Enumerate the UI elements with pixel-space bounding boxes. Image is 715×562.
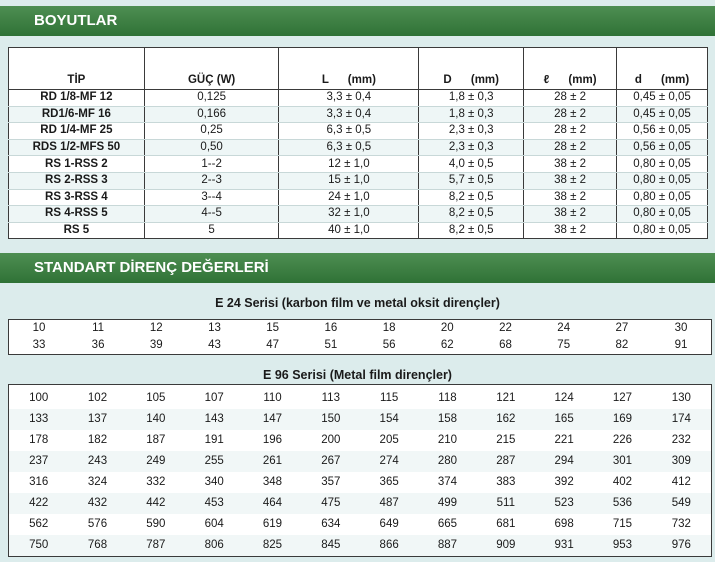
e96-value: 324 — [87, 476, 108, 488]
e96-value: 200 — [321, 434, 341, 446]
e96-table — [8, 384, 712, 557]
e96-value: 909 — [477, 535, 535, 557]
cell-D: 8,2 ± 0,5 — [419, 206, 524, 223]
e96-value: 243 — [68, 451, 126, 472]
e96-value: 732 — [671, 518, 691, 530]
e24-value: 22 — [499, 322, 512, 334]
e96-value: 100 — [29, 392, 49, 404]
e24-value: 27 — [615, 322, 629, 334]
e96-value: 121 — [496, 392, 516, 404]
e96-value: 174 — [652, 409, 712, 430]
cell-D: 2,3 ± 0,3 — [419, 123, 524, 140]
e96-value: 133 — [9, 409, 69, 430]
dimensions-row — [9, 172, 708, 189]
e96-value: 196 — [262, 434, 283, 446]
cell-l: 38 ± 2 — [524, 206, 617, 223]
e96-row — [9, 493, 712, 514]
cell-d: 0,56 ± 0,05 — [617, 139, 708, 156]
cell-tip: RS 3-RSS 4 — [9, 189, 145, 206]
dimensions-header-row — [9, 48, 708, 90]
cell-D: 5,7 ± 0,5 — [419, 172, 524, 189]
dimensions-row — [9, 123, 708, 140]
section-header-standard-values: STANDART DİRENÇ DEĞERLERİ — [0, 253, 715, 283]
e24-value: 24 — [557, 322, 571, 334]
cell-guc: 0,166 — [144, 106, 279, 123]
cell-l: 28 ± 2 — [524, 139, 617, 156]
cell-tip: RS 5 — [9, 222, 145, 239]
cell-L: 6,3 ± 0,5 — [279, 139, 419, 156]
e96-value: 249 — [127, 451, 185, 472]
e96-value: 221 — [554, 434, 574, 446]
header-length: L (mm) — [279, 48, 419, 90]
e96-value: 237 — [9, 451, 69, 472]
e96-value: 165 — [535, 409, 593, 430]
e96-value: 698 — [554, 518, 574, 530]
e96-value: 154 — [360, 409, 418, 430]
e24-value: 30 — [674, 322, 688, 334]
e96-value: 340 — [204, 476, 224, 488]
dimensions-row — [9, 206, 708, 223]
e96-value: 392 — [554, 476, 574, 488]
e24-value: 13 — [208, 322, 221, 334]
e96-value: 124 — [554, 392, 574, 404]
e96-value: 866 — [360, 535, 418, 557]
e96-value: 143 — [185, 409, 243, 430]
e96-value: 147 — [243, 409, 301, 430]
e96-value: 464 — [243, 493, 301, 514]
e96-value: 931 — [535, 535, 593, 557]
cell-tip: RS 1-RSS 2 — [9, 156, 145, 173]
e24-row — [9, 337, 712, 355]
header-tip: TİP — [9, 48, 145, 90]
cell-d: 0,80 ± 0,05 — [617, 206, 708, 223]
e96-value: 150 — [302, 409, 360, 430]
cell-guc: 0,50 — [144, 139, 279, 156]
cell-tip: RS 4-RSS 5 — [9, 206, 145, 223]
e96-value: 976 — [652, 535, 712, 557]
e96-value: 402 — [612, 476, 633, 488]
cell-l: 28 ± 2 — [524, 90, 617, 107]
e96-value: 715 — [612, 518, 633, 530]
e96-value: 412 — [671, 476, 691, 488]
cell-L: 3,3 ± 0,4 — [279, 106, 419, 123]
e96-value: 619 — [262, 518, 283, 530]
e24-value: 43 — [208, 339, 221, 351]
cell-guc: 0,125 — [144, 90, 279, 107]
e24-value: 10 — [32, 322, 46, 334]
e96-value: 590 — [146, 518, 166, 530]
e96-value: 191 — [204, 434, 224, 446]
e96-value: 365 — [379, 476, 399, 488]
cell-l: 28 ± 2 — [524, 106, 617, 123]
cell-l: 38 ± 2 — [524, 189, 617, 206]
e96-value: 205 — [379, 434, 399, 446]
cell-d: 0,45 ± 0,05 — [617, 106, 708, 123]
e24-value: 51 — [324, 339, 338, 351]
e96-value: 768 — [68, 535, 126, 557]
cell-D: 8,2 ± 0,5 — [419, 222, 524, 239]
e24-value: 12 — [149, 322, 163, 334]
cell-guc: 0,25 — [144, 123, 279, 140]
e96-value: 215 — [496, 434, 516, 446]
cell-D: 8,2 ± 0,5 — [419, 189, 524, 206]
e96-value: 280 — [418, 451, 476, 472]
e96-row — [9, 535, 712, 557]
cell-l: 38 ± 2 — [524, 222, 617, 239]
e96-value: 453 — [185, 493, 243, 514]
e96-value: 422 — [9, 493, 69, 514]
e24-value: 82 — [615, 339, 629, 351]
e24-value: 39 — [149, 339, 163, 351]
e96-value: 523 — [535, 493, 593, 514]
e96-value: 562 — [29, 518, 49, 530]
e96-value: 887 — [418, 535, 476, 557]
e96-value: 210 — [437, 434, 458, 446]
cell-L: 3,3 ± 0,4 — [279, 90, 419, 107]
e96-value: 536 — [593, 493, 651, 514]
e96-value: 113 — [321, 392, 340, 404]
e24-value: 75 — [557, 339, 571, 351]
e96-value: 140 — [127, 409, 185, 430]
e96-value: 750 — [9, 535, 69, 557]
e24-value: 20 — [440, 322, 454, 334]
e24-value: 11 — [92, 322, 105, 334]
e96-value: 475 — [302, 493, 360, 514]
e96-row — [9, 430, 712, 451]
e96-value: 634 — [321, 518, 341, 530]
cell-L: 6,3 ± 0,5 — [279, 123, 419, 140]
e96-value: 294 — [535, 451, 593, 472]
e96-value: 158 — [418, 409, 476, 430]
dimensions-row — [9, 139, 708, 156]
dimensions-table — [8, 47, 708, 239]
e96-row — [9, 472, 712, 493]
e96-value: 442 — [127, 493, 185, 514]
e96-value: 255 — [185, 451, 243, 472]
e96-value: 301 — [593, 451, 651, 472]
e96-value: 162 — [477, 409, 535, 430]
cell-guc: 5 — [144, 222, 279, 239]
dimensions-row — [9, 106, 708, 123]
cell-tip: RD1/6-MF 16 — [9, 106, 145, 123]
cell-L: 15 ± 1,0 — [279, 172, 419, 189]
e96-value: 274 — [360, 451, 418, 472]
e24-value: 18 — [382, 322, 396, 334]
e96-value: 681 — [496, 518, 516, 530]
cell-guc: 2--3 — [144, 172, 279, 189]
dimensions-row — [9, 90, 708, 107]
e96-value: 309 — [652, 451, 712, 472]
cell-d: 0,56 ± 0,05 — [617, 123, 708, 140]
cell-guc: 4--5 — [144, 206, 279, 223]
cell-tip: RDS 1/2-MFS 50 — [9, 139, 145, 156]
e96-value: 332 — [146, 476, 166, 488]
e96-value: 576 — [87, 518, 108, 530]
e96-value: 825 — [243, 535, 301, 557]
e96-value: 604 — [204, 518, 224, 530]
e96-value: 806 — [185, 535, 243, 557]
cell-d: 0,45 ± 0,05 — [617, 90, 708, 107]
e96-value: 357 — [321, 476, 341, 488]
e24-value: 91 — [674, 339, 688, 351]
cell-D: 4,0 ± 0,5 — [419, 156, 524, 173]
e96-value: 845 — [302, 535, 360, 557]
header-lead-diameter: d (mm) — [617, 48, 708, 90]
cell-l: 38 ± 2 — [524, 172, 617, 189]
e96-value: 226 — [612, 434, 633, 446]
cell-guc: 3--4 — [144, 189, 279, 206]
e24-value: 33 — [32, 339, 46, 351]
cell-L: 40 ± 1,0 — [279, 222, 419, 239]
e96-value: 187 — [146, 434, 166, 446]
e96-value: 432 — [68, 493, 126, 514]
e96-value: 665 — [437, 518, 458, 530]
cell-l: 28 ± 2 — [524, 123, 617, 140]
cell-D: 1,8 ± 0,3 — [419, 106, 524, 123]
e96-value: 383 — [496, 476, 516, 488]
e96-value: 182 — [87, 434, 108, 446]
cell-L: 12 ± 1,0 — [279, 156, 419, 173]
e96-value: 107 — [204, 392, 224, 404]
e96-value: 316 — [29, 476, 49, 488]
e24-value: 56 — [382, 339, 396, 351]
cell-guc: 1--2 — [144, 156, 279, 173]
e96-row — [9, 385, 712, 410]
e96-row — [9, 409, 712, 430]
cell-D: 2,3 ± 0,3 — [419, 139, 524, 156]
e96-value: 115 — [379, 392, 399, 404]
e24-value: 68 — [499, 339, 512, 351]
e96-value: 348 — [262, 476, 283, 488]
e96-value: 169 — [593, 409, 651, 430]
cell-tip: RD 1/4-MF 25 — [9, 123, 145, 140]
section-header-dimensions: BOYUTLAR — [0, 6, 715, 36]
cell-d: 0,80 ± 0,05 — [617, 189, 708, 206]
e96-value: 118 — [438, 392, 457, 404]
cell-L: 32 ± 1,0 — [279, 206, 419, 223]
e96-value: 102 — [87, 392, 108, 404]
dimensions-row — [9, 222, 708, 239]
e96-value: 649 — [379, 518, 399, 530]
cell-d: 0,80 ± 0,05 — [617, 222, 708, 239]
e24-value: 47 — [266, 339, 280, 351]
e96-value: 267 — [302, 451, 360, 472]
cell-L: 24 ± 1,0 — [279, 189, 419, 206]
e96-value: 953 — [593, 535, 651, 557]
e96-value: 287 — [477, 451, 535, 472]
dimensions-row — [9, 156, 708, 173]
e24-row — [9, 320, 712, 338]
dimensions-row — [9, 189, 708, 206]
e24-table — [8, 319, 712, 355]
e96-value: 487 — [360, 493, 418, 514]
e24-value: 62 — [440, 339, 454, 351]
e96-value: 787 — [127, 535, 185, 557]
e96-row — [9, 514, 712, 535]
e96-value: 127 — [612, 392, 633, 404]
e96-value: 178 — [29, 434, 49, 446]
cell-tip: RS 2-RSS 3 — [9, 172, 145, 189]
e96-series-title: E 96 Serisi (Metal film dirençler) — [263, 368, 452, 382]
e96-value: 110 — [263, 392, 282, 404]
header-diameter: D (mm) — [419, 48, 524, 90]
cell-tip: RD 1/8-MF 12 — [9, 90, 145, 107]
e96-value: 511 — [477, 493, 535, 514]
cell-d: 0,80 ± 0,05 — [617, 156, 708, 173]
cell-D: 1,8 ± 0,3 — [419, 90, 524, 107]
cell-d: 0,80 ± 0,05 — [617, 172, 708, 189]
e96-row — [9, 451, 712, 472]
cell-l: 38 ± 2 — [524, 156, 617, 173]
e96-value: 105 — [146, 392, 166, 404]
e24-series-title: E 24 Serisi (karbon film ve metal oksit dirençler) — [215, 296, 500, 310]
e96-value: 261 — [243, 451, 301, 472]
e24-value: 36 — [91, 339, 105, 351]
e96-value: 232 — [671, 434, 691, 446]
e96-value: 499 — [418, 493, 476, 514]
e24-value: 16 — [324, 322, 338, 334]
header-guc: GÜÇ (W) — [144, 48, 279, 90]
e96-value: 137 — [68, 409, 126, 430]
e96-value: 130 — [671, 392, 691, 404]
e24-value: 15 — [266, 322, 280, 334]
e96-value: 549 — [652, 493, 712, 514]
e96-value: 374 — [437, 476, 458, 488]
header-lead-length: ℓ (mm) — [524, 48, 617, 90]
